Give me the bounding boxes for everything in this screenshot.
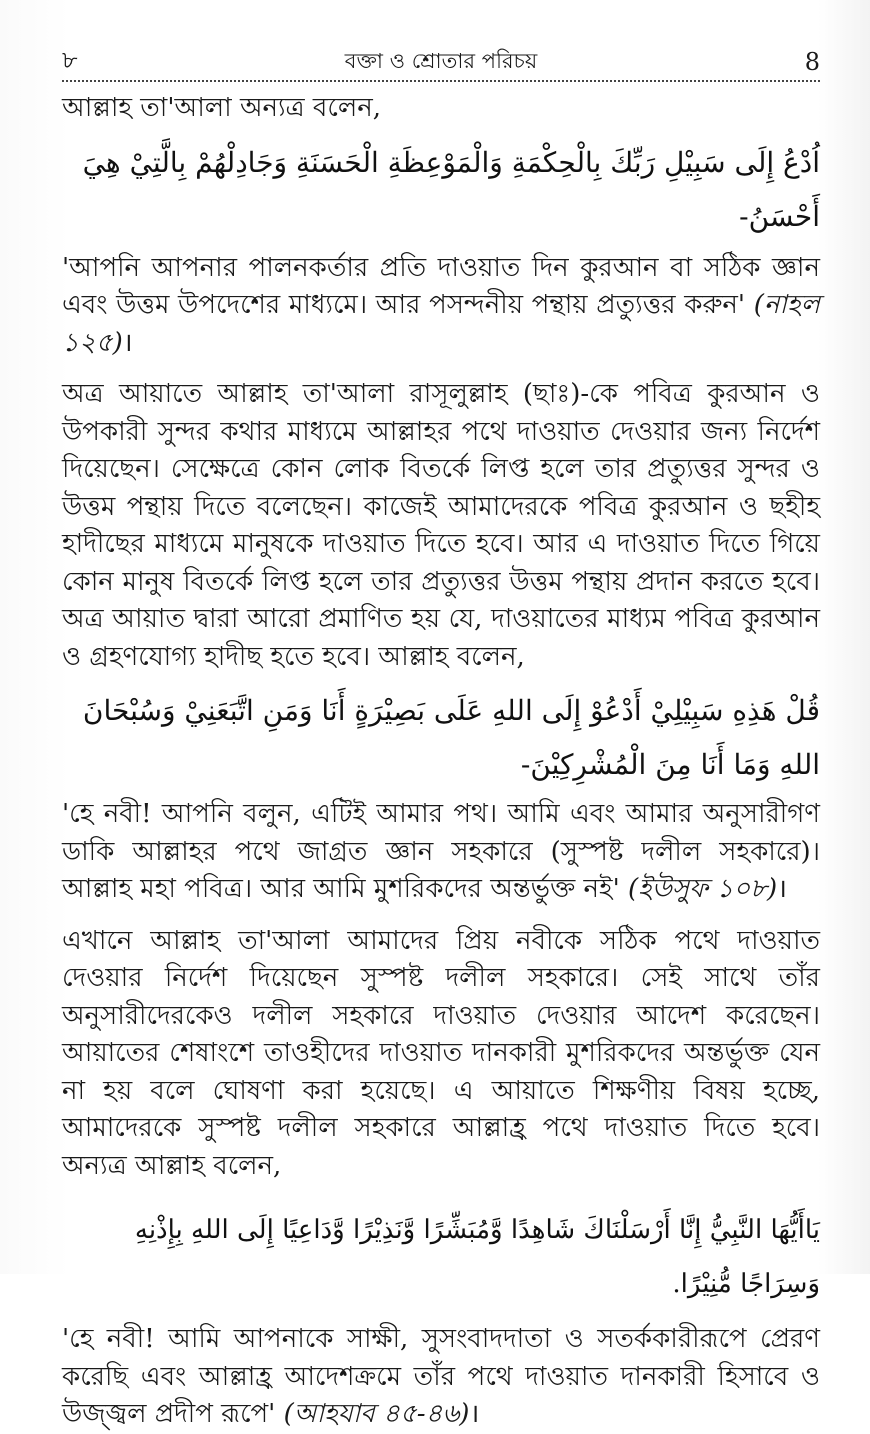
paragraph-1: অত্র আয়াতে আল্লাহ তা'আলা রাসূলুল্লাহ (ছাঃ)-কে পবিত্র কুরআন ও উপকারী সুন্দর কথার মাধ্যমে আল্লাহর পথে দাওয়াত দেওয়ার জন্য নির্দেশ দিয়েছেন। সেক্ষেত্রে কোন লোক বিতর্কে লিপ্ত হলে তার প্রত্যুত্তর সুন্দর ও উত্তম পন্থায় দিতে বলেছেন। কাজেই আমাদেরকে পবিত্র কুরআন ও ছহীহ হাদীছের মাধ্যমে মানুষকে দাওয়াত দিতে হবে। আর এ দাওয়াত দিতে গিয়ে কোন মানুষ বিতর্কে লিপ্ত হলে তার প্রত্যুত্তর উত্তম পন্থায় প্রদান করতে হবে। অত্র আয়াত দ্বারা আরো প্রমাণিত হয় যে, দাওয়াতের মাধ্যম পবিত্র কুরআন ও গ্রহণযোগ্য হাদীছ হতে হবে। আল্লাহ বলেন, bbox=[62, 379, 820, 672]
translation-2 bbox=[62, 796, 820, 909]
translation-1-text: 'আপনি আপনার পালনকর্তার প্রতি দাওয়াত দিন কুরআন বা সঠিক জ্ঞান এবং উত্তম উপদেশের মাধ্যমে। আর পসন্দনীয় পন্থায় প্রত্যুত্তর করুন' bbox=[62, 252, 820, 320]
page-number-right: 8 bbox=[804, 48, 820, 76]
terminator-1: । bbox=[122, 327, 133, 358]
translation-2-text: 'হে নবী! আপনি বলুন, এটিই আমার পথ। আমি এবং আমার অনুসারীগণ ডাকি আল্লাহর পথে জাগ্রত জ্ঞান সহকারে (সুস্পষ্ট দলীল সহকারে)। আল্লাহ মহা পবিত্র। আর আমি মুশরিকদের অন্তর্ভুক্ত নই' bbox=[62, 799, 820, 904]
page-body bbox=[62, 88, 820, 1434]
arabic-verse-2: قُلْ هَذِهِ سَبِيْلِيْ أَدْعُوْ إِلَى اللهِ عَلَى بَصِيْرَةٍ أَنَا وَمَنِ اتَّبَعَنِيْ وَسُبْحَانَ اللهِ وَمَا أَنَا مِنَ الْمُشْرِكِيْنَ- bbox=[82, 694, 820, 781]
arabic-verse-1: اُدْعُ إِلَى سَبِيْلِ رَبِّكَ بِالْحِكْمَةِ وَالْمَوْعِظَةِ الْحَسَنَةِ وَجَادِلْهُمْ بِالَّتِيْ هِيَ أَحْسَنُ- bbox=[82, 145, 820, 233]
translation-1 bbox=[62, 250, 820, 363]
arabic-verse-3: يَاأَيُّهَا النَّبِيُّ إِنَّا أَرْسَلْنَاكَ شَاهِدًا وَّمُبَشِّرًا وَّنَذِيْرًا وَّدَاعِيًا إِلَى اللهِ بِإِذْنِهِ وَسِرَاجًا مُّنِيْرًا. bbox=[134, 1215, 820, 1299]
page-header bbox=[62, 44, 820, 82]
running-title: বক্তা ও শ্রোতার পরিচয় bbox=[344, 48, 538, 73]
page-number-left: ৮ bbox=[62, 46, 78, 74]
translation-3 bbox=[62, 1321, 820, 1434]
terminator-2: । bbox=[777, 874, 787, 904]
terminator-3: । bbox=[469, 1399, 480, 1429]
translation-3-text: 'হে নবী! আমি আপনাকে সাক্ষী, সুসংবাদদাতা ও সতর্ককারীরূপে প্রেরণ করেছি এবং আল্লাহ্র আদেশক্রমে তাঁর পথে দাওয়াত দানকারী হিসাবে ও উজ্জ্বল প্রদীপ রূপে' bbox=[62, 1324, 820, 1429]
citation-2: (ইউসুফ ১০৮) bbox=[627, 874, 778, 904]
intro-line: আল্লাহ তা'আলা অন্যত্র বলেন, bbox=[62, 93, 382, 123]
citation-1: (নাহল ১২৫) bbox=[62, 290, 820, 358]
citation-3: (আহযাব ৪৫-৪৬) bbox=[283, 1399, 470, 1429]
paragraph-2: এখানে আল্লাহ তা'আলা আমাদের প্রিয় নবীকে সঠিক পথে দাওয়াত দেওয়ার নির্দেশ দিয়েছেন সুস্পষ্ট দলীল সহকারে। সেই সাথে তাঁর অনুসারীদেরকেও দলীল সহকারে দাওয়াত দেওয়ার আদেশ করেছেন। আয়াতের শেষাংশে তাওহীদের দাওয়াত দানকারী মুশরিকদের অন্তর্ভুক্ত যেন না হয় বলে ঘোষণা করা হয়েছে। এ আয়াতে শিক্ষণীয় বিষয় হচ্ছে, আমাদেরকে সুস্পষ্ট দলীল সহকারে আল্লাহ্র পথে দাওয়াত দিতে হবে। অন্যত্র আল্লাহ বলেন, bbox=[62, 925, 820, 1181]
